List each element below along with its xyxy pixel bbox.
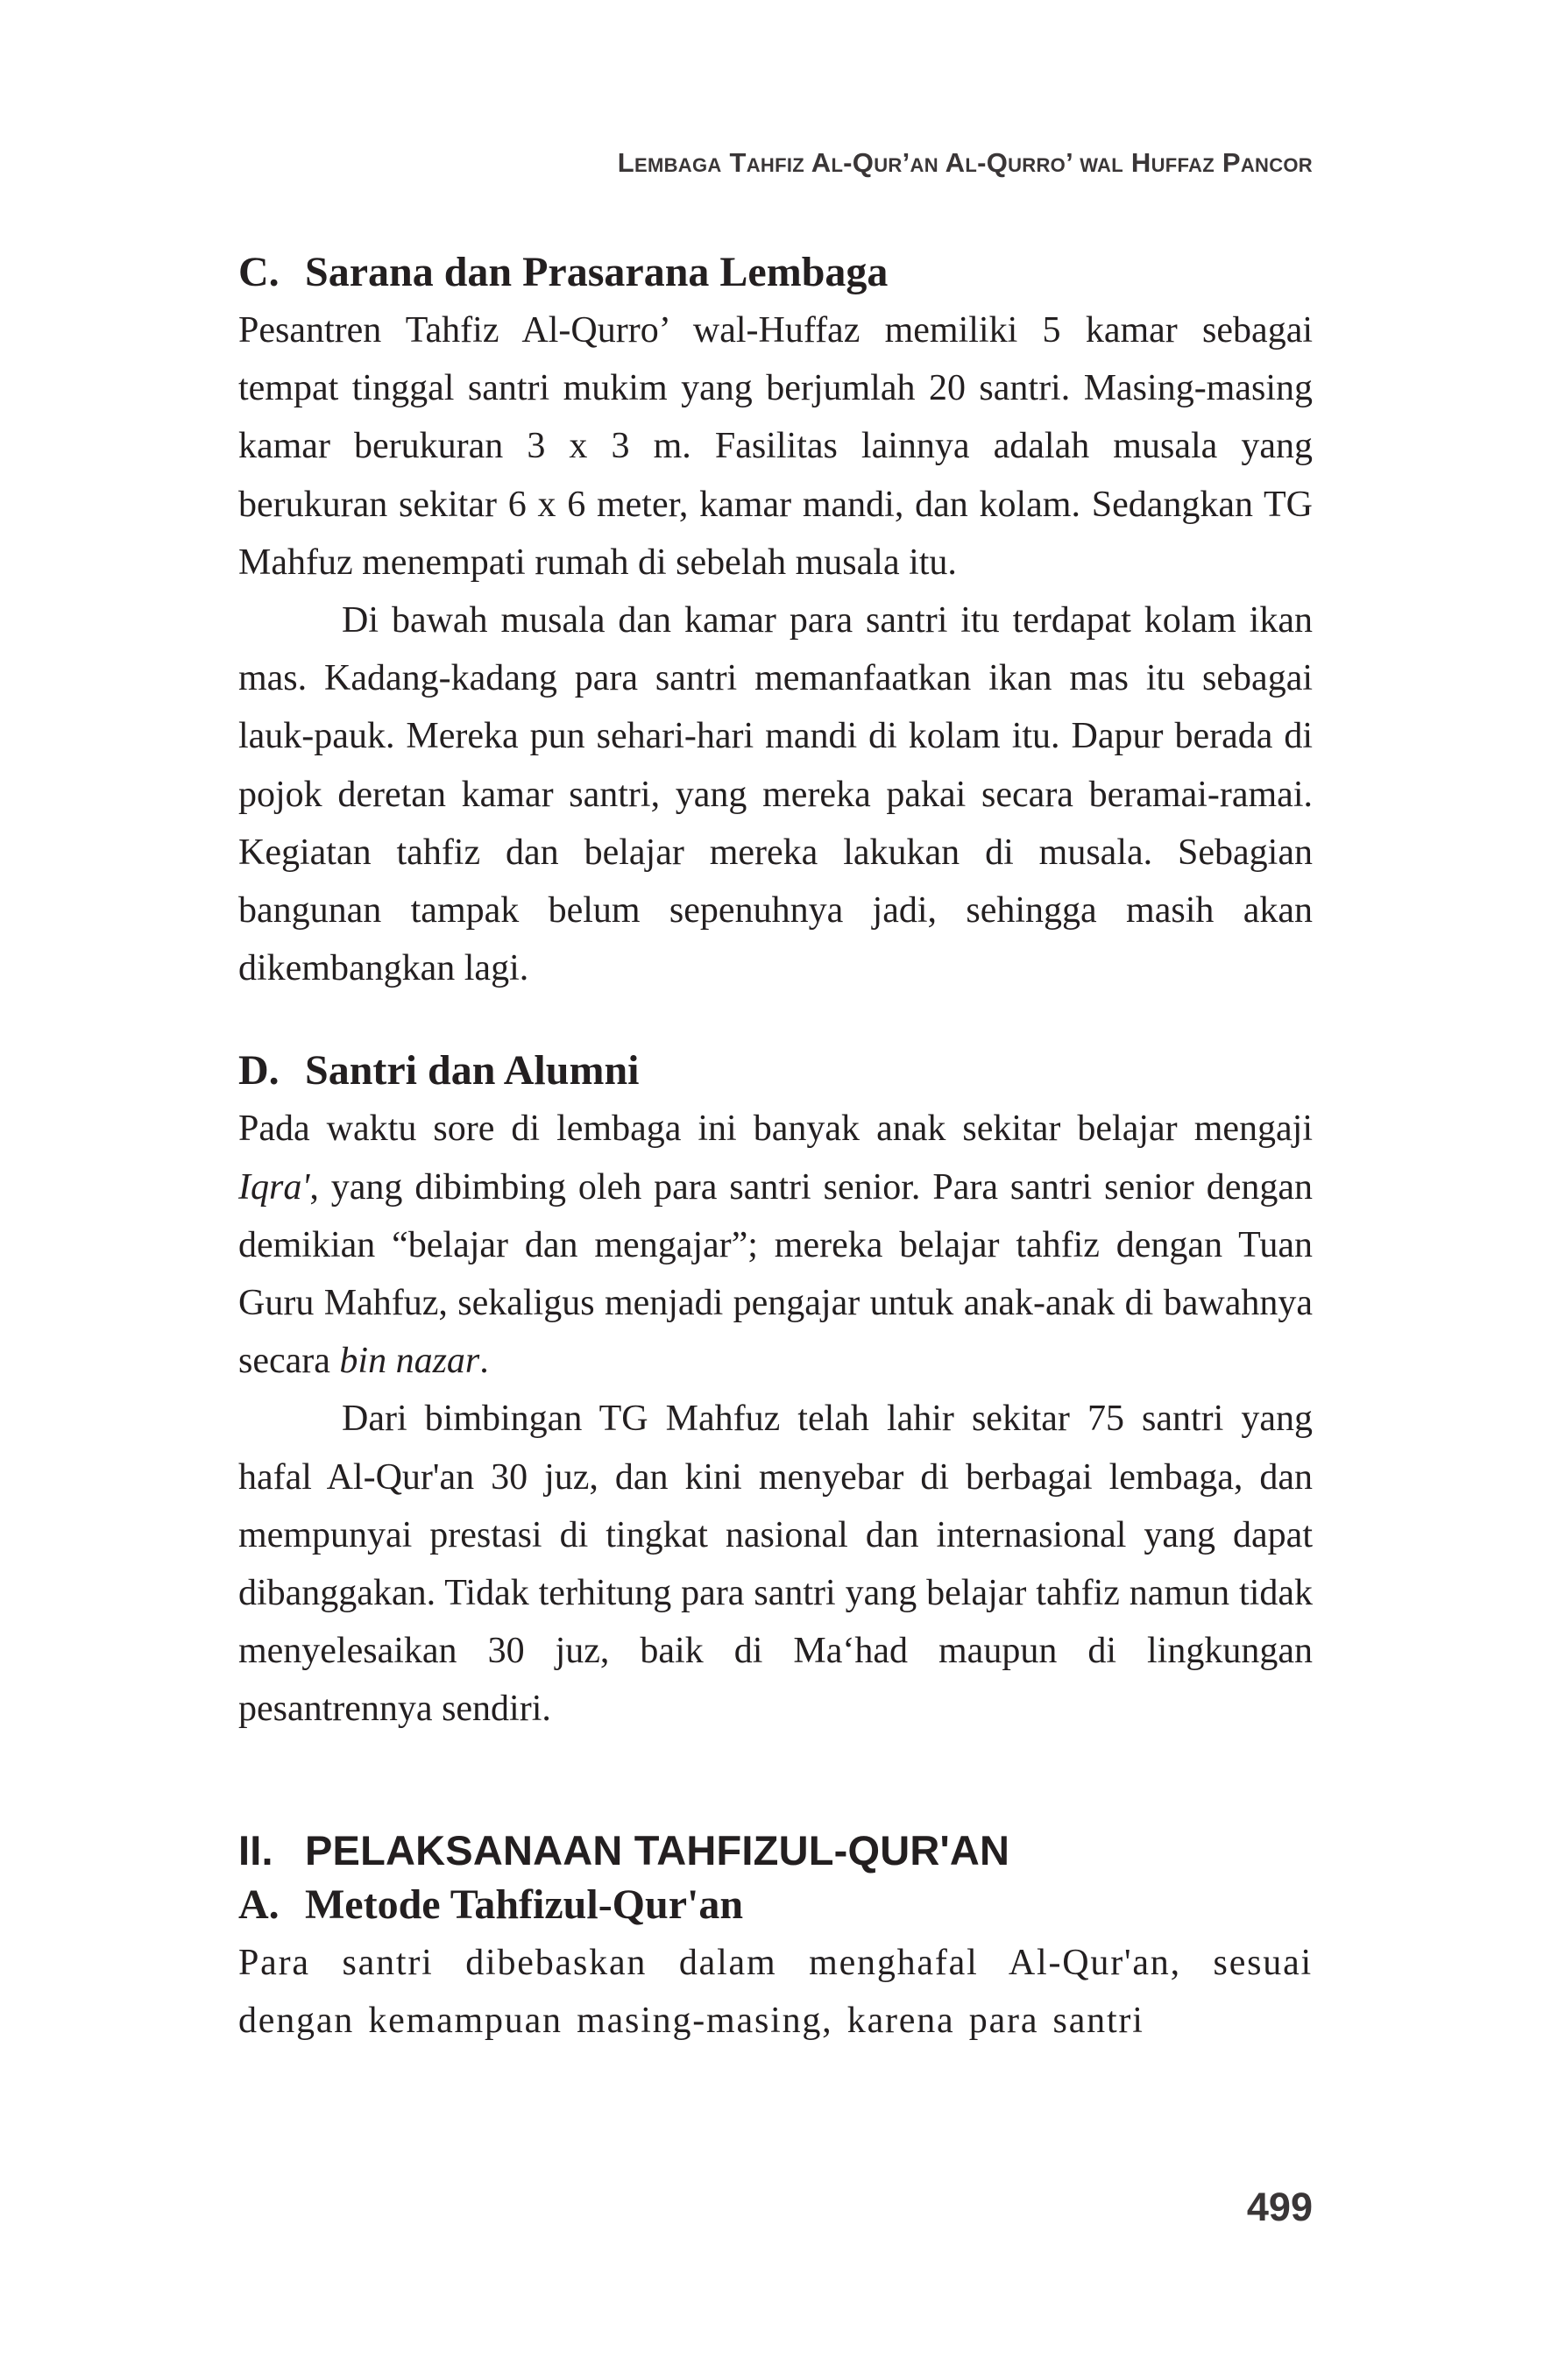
section-c-number: C.: [238, 249, 280, 295]
section-d-number: D.: [238, 1047, 280, 1094]
section-d-paragraph-1: [238, 1100, 1313, 1390]
section-c-paragraph-1: Pesantren Tahfiz Al-Qurro’ wal-Huffaz memiliki 5 kamar sebagai tempat tinggal santri mukim yang berjumlah 20 santri. Masing-masing kamar berukuran 3 x 3 m. Fasilitas lainnya adalah musala yang berukuran sekitar 6 x 6 meter, kamar mandi, dan kolam. Sedangkan TG Mahfuz menempati rumah di sebelah musala itu.: [238, 310, 1313, 583]
running-head: Lembaga Tahfiz Al-Qur’an Al-Qurro’ wal Huffaz Pancor: [617, 147, 1313, 178]
term-bin-nazar: bin nazar: [339, 1341, 480, 1382]
section-d-title: Santri dan Alumni: [305, 1047, 640, 1094]
section-d-paragraph-2: Dari bimbingan TG Mahfuz telah lahir sekitar 75 santri yang hafal Al-Qur'an 30 juz, dan kini menyebar di berbagai lembaga, dan mempunyai prestasi di tingkat nasional dan internasional yang dapat dibanggakan. Tidak terhitung para santri yang belajar tahfiz namun tidak menyelesaikan 30 juz, baik di Ma‘had maupun di lingkungan pesantrennya sendiri.: [238, 1399, 1313, 1730]
section-d-paragraph-1-text-a: Pada waktu sore di lembaga ini banyak anak sekitar belajar mengaji: [238, 1109, 1313, 1150]
spacer: [238, 997, 1313, 1042]
section-a-heading: [238, 1876, 1313, 1934]
section-a-paragraph-1: Para santri dibebaskan dalam menghafal Al-Qur'an, sesuai dengan kemampuan masing-masing, karena para santri: [238, 1942, 1313, 2041]
part-ii-title: PELAKSANAAN TAHFIZUL-QUR'AN: [305, 1826, 1010, 1874]
spacer: [238, 1739, 1313, 1822]
section-a-number: A.: [238, 1881, 280, 1928]
page-number: 499: [1246, 2185, 1313, 2229]
page-body: [238, 244, 1313, 2050]
section-d-paragraph-1-text-b: , yang dibimbing oleh para santri senior. Para santri senior dengan demikian “belajar dan mengajar”; mereka belajar tahfiz dengan Tuan Guru Mahfuz, sekaligus menjadi pengajar untuk anak-anak di bawahnya secara: [238, 1166, 1313, 1382]
section-c-paragraph-2: Di bawah musala dan kamar para santri itu terdapat kolam ikan mas. Kadang-kadang para santri memanfaatkan ikan mas itu sebagai lauk-pauk. Mereka pun sehari-hari mandi di kolam itu. Dapur berada di pojok deretan kamar santri, yang mereka pakai secara beramai-ramai. Kegiatan tahfiz dan belajar mereka lakukan di musala. Sebagian bangunan tampak belum sepenuhnya jadi, sehingga masih akan dikembangkan lagi.: [238, 600, 1313, 989]
section-d-paragraph-1-text-c: .: [479, 1341, 489, 1382]
section-d-heading: [238, 1042, 1313, 1100]
part-ii-number: II.: [238, 1826, 273, 1874]
part-ii-heading: [238, 1822, 1313, 1880]
section-c-heading: [238, 244, 1313, 301]
section-a-title: Metode Tahfizul-Qur'an: [305, 1881, 744, 1928]
term-iqra: Iqra': [238, 1166, 310, 1208]
section-c-title: Sarana dan Prasarana Lembaga: [305, 249, 889, 295]
